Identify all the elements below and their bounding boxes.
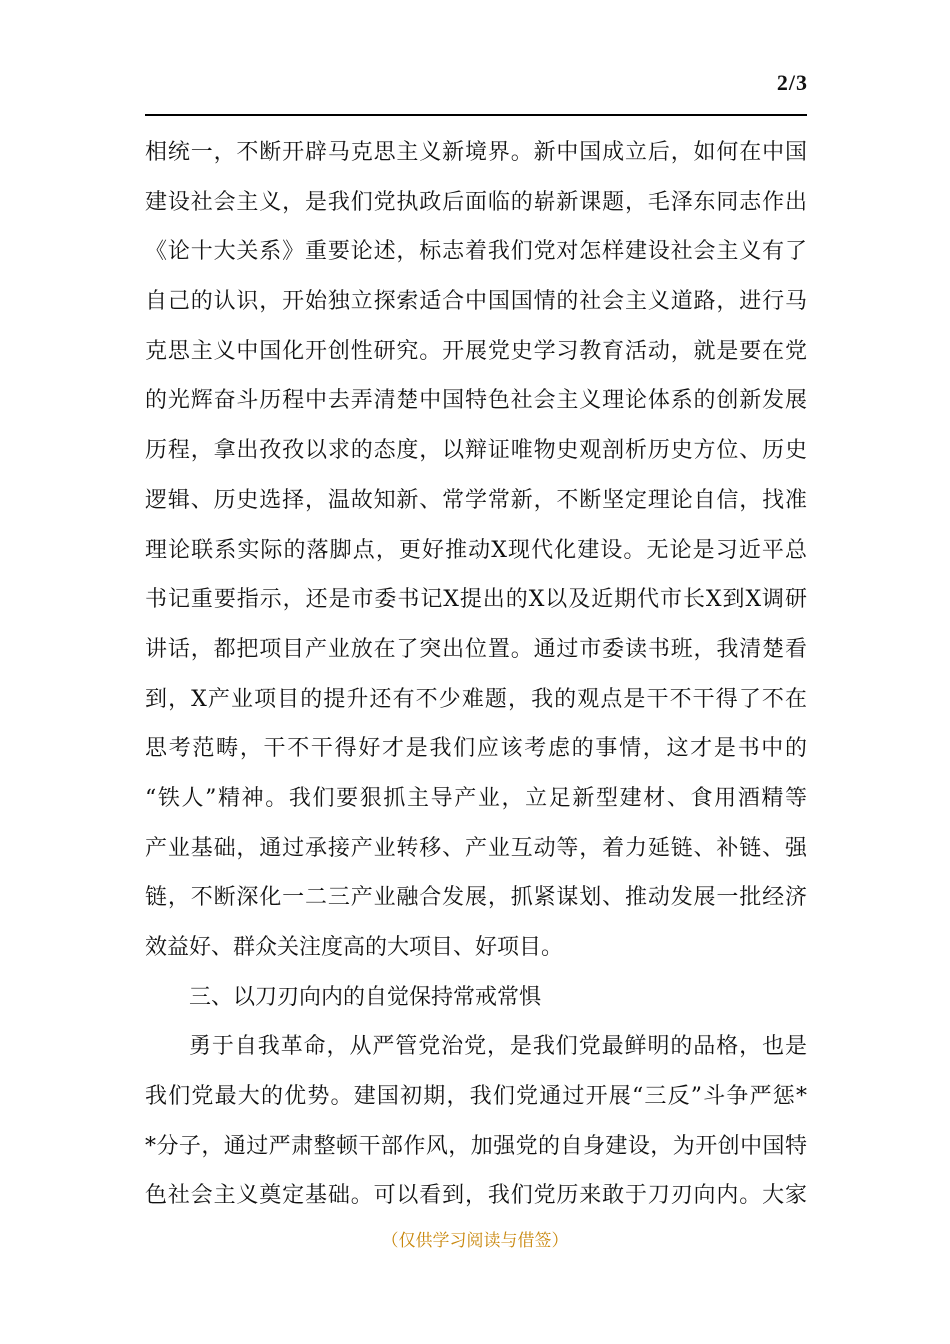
- text-line: 勇于自我革命，从严管党治党，是我们党最鲜明的品格，也是: [189, 1034, 807, 1060]
- text-line: 效益好、群众关注度高的大项目、好项目。: [145, 935, 564, 960]
- header-divider: [145, 114, 807, 116]
- text-line: 书记重要指示，还是市委书记X提出的X以及近期代市长X到X调研: [145, 587, 807, 613]
- section-heading: 三、以刀刃向内的自觉保持常戒常惧: [189, 984, 542, 1010]
- text-line: 自己的认识，开始独立探索适合中国国情的社会主义道路，进行马: [145, 289, 807, 315]
- text-line: “铁人”精神。我们要狠抓主导产业，立足新型建材、食用酒精等: [145, 785, 807, 811]
- text-line: 链，不断深化一二三产业融合发展，抓紧谋划、推动发展一批经济: [145, 885, 807, 911]
- text-line: 克思主义中国化开创性研究。开展党史学习教育活动，就是要在党: [145, 338, 807, 364]
- text-line: 逻辑、历史选择，温故知新、常学常新，不断坚定理论自信，找准: [145, 487, 807, 513]
- document-body: [145, 128, 807, 1221]
- text-line: 到，X产业项目的提升还有不少难题，我的观点是干不干得了不在: [145, 686, 807, 712]
- text-line: 建设社会主义，是我们党执政后面临的崭新课题，毛泽东同志作出: [145, 189, 807, 215]
- text-line: 历程，拿出孜孜以求的态度，以辩证唯物史观剖析历史方位、历史: [145, 438, 807, 464]
- text-line: 思考范畴，干不干得好才是我们应该考虑的事情，这才是书中的: [145, 736, 807, 762]
- text-line: 理论联系实际的落脚点，更好推动X现代化建设。无论是习近平总: [145, 537, 807, 563]
- text-line: 色社会主义奠定基础。可以看到，我们党历来敢于刀刃向内。大家: [145, 1183, 807, 1209]
- text-line: 的光辉奋斗历程中去弄清楚中国特色社会主义理论体系的创新发展: [145, 388, 807, 414]
- text-line: 讲话，都把项目产业放在了突出位置。通过市委读书班，我清楚看: [145, 636, 807, 662]
- footer-note: （仅供学习阅读与借签）: [381, 1231, 569, 1251]
- text-line: *分子，通过严肃整顿干部作风，加强党的自身建设，为开创中国特: [145, 1133, 807, 1159]
- text-line: 产业基础，通过承接产业转移、产业互动等，着力延链、补链、强: [145, 835, 807, 861]
- text-line: 相统一，不断开辟马克思主义新境界。新中国成立后，如何在中国: [145, 140, 807, 165]
- text-line: 我们党最大的优势。建国初期，我们党通过开展“三反”斗争严惩*: [145, 1084, 807, 1110]
- text-line: 《论十大关系》重要论述，标志着我们党对怎样建设社会主义有了: [145, 239, 807, 265]
- page-number: 2/3: [776, 70, 808, 95]
